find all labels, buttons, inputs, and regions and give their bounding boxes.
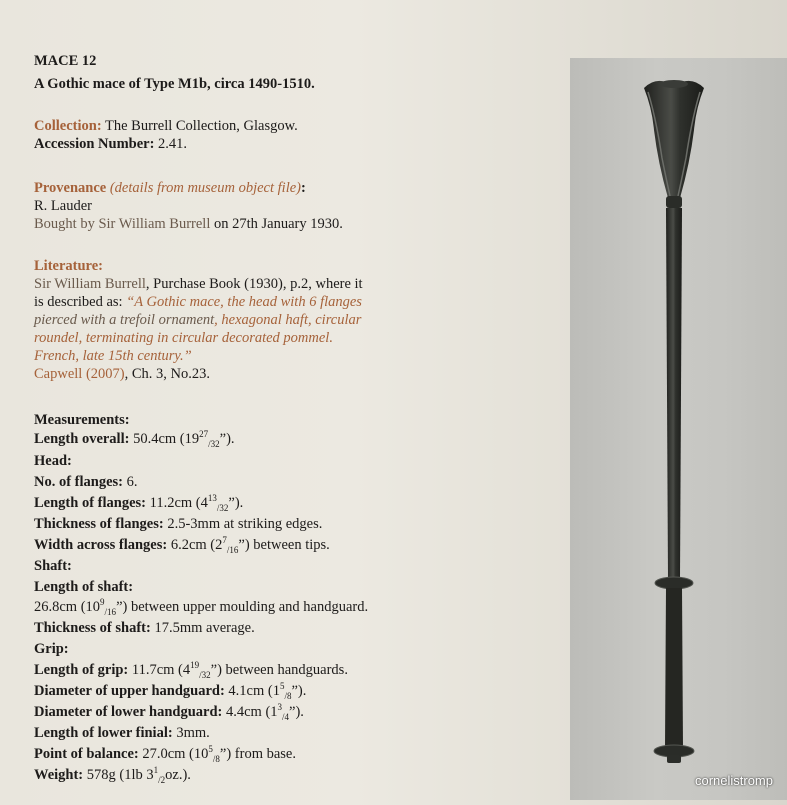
literature-line-4b: terminating in circular decorated pommel. [85, 330, 333, 346]
balance-label: Point of balance: [34, 746, 139, 762]
flanges-width-end: ”) between tips. [238, 537, 330, 553]
collection-line [34, 117, 298, 135]
literature-line-1 [34, 275, 363, 293]
accession-line [34, 135, 187, 153]
provenance-line-2b: on 27th January 1930. [210, 216, 343, 232]
balance-line [34, 745, 296, 763]
grip-length-sub: /32 [199, 669, 211, 680]
shaft-length-end: ”) between upper moulding and handguard. [116, 599, 369, 615]
lower-handguard-line [34, 703, 304, 721]
shaft-heading: Shaft: [34, 558, 72, 574]
literature-line-3a: pierced with a trefoil ornament [34, 312, 215, 328]
flanges-width-value: 6.2cm (2 [167, 537, 223, 553]
flanges-thickness-line [34, 515, 322, 533]
lower-handguard-value: 4.4cm (1 [222, 704, 278, 720]
grip-length-value: 11.7cm (4 [128, 662, 191, 678]
shaft-length-sub: /16 [104, 606, 117, 617]
mace-lower-finial [667, 755, 681, 763]
weight-value: 578g (1lb 3 [83, 767, 154, 783]
lower-handguard-label: Diameter of lower handguard: [34, 704, 223, 720]
weight-label: Weight: [34, 767, 84, 783]
balance-value: 27.0cm (10 [138, 746, 209, 762]
literature-line-1a: Sir William Burrell [34, 276, 146, 292]
provenance-line-1: R. Lauder [34, 198, 92, 214]
accession-value: 2.41. [154, 136, 188, 152]
literature-line-2b: “A Gothic mace, the head with 6 flanges [126, 294, 362, 310]
lower-finial-value: 3mm. [172, 725, 210, 741]
flanges-thickness-value: 2.5-3mm at striking edges. [163, 516, 323, 532]
provenance-heading [34, 179, 306, 197]
flanges-thickness-label: Thickness of flanges: [34, 516, 164, 532]
lower-handguard-sup: 3 [277, 702, 283, 713]
provenance-colon: : [301, 180, 306, 196]
balance-end: ”) from base. [219, 746, 296, 762]
weight-sub: /2 [158, 774, 166, 785]
mace-illustration [570, 58, 787, 800]
upper-handguard-sub: /8 [284, 690, 292, 701]
mace-upper-moulding [666, 196, 682, 208]
upper-handguard-label: Diameter of upper handguard: [34, 683, 225, 699]
balance-sub: /8 [212, 753, 220, 764]
flanges-length-label: Length of flanges: [34, 495, 146, 511]
flanges-width-sup: 7 [222, 535, 227, 546]
head-heading: Head: [34, 453, 72, 469]
flanges-length-line [34, 494, 243, 512]
balance-sup: 5 [208, 744, 213, 755]
literature-line-6b: , Ch. 3, No.23. [124, 366, 211, 382]
shaft-thickness-line [34, 619, 255, 637]
length-overall-line [34, 430, 235, 448]
literature-line-4 [34, 329, 333, 347]
length-overall-value: 50.4cm (19 [129, 431, 200, 447]
grip-length-end: ”) between handguards. [210, 662, 348, 678]
flanges-length-sub: /32 [216, 502, 229, 513]
watermark-text: cornelistromp [694, 773, 773, 788]
flanges-length-sup: 13 [207, 493, 217, 504]
grip-length-label: Length of grip: [34, 662, 129, 678]
mace-upper-handguard [655, 577, 693, 589]
flanges-length-value: 11.2cm (4 [145, 495, 208, 511]
mace-top-cap [660, 80, 688, 88]
provenance-line-2a: Bought by Sir William Burrell [34, 216, 211, 232]
shaft-length-sup: 9 [100, 597, 105, 608]
upper-handguard-line [34, 682, 306, 700]
literature-line-3b: , hexagonal haft, circular [214, 312, 362, 328]
flanges-width-line [34, 536, 330, 554]
shaft-length-value: 26.8cm (10 [34, 599, 101, 615]
upper-handguard-end: ”). [291, 683, 307, 699]
literature-line-4a: roundel, [34, 330, 86, 346]
literature-line-5b: .” [180, 348, 192, 364]
lower-finial-line [34, 724, 210, 742]
provenance-line-2 [34, 215, 343, 233]
collection-value: The Burrell Collection, Glasgow. [101, 118, 298, 134]
document-title: MACE 12 [34, 53, 97, 69]
length-overall-label: Length overall: [34, 431, 130, 447]
length-overall-end: ”). [219, 431, 235, 447]
literature-line-2a: is described as: [34, 294, 127, 310]
lower-finial-label: Length of lower finial: [34, 725, 173, 741]
literature-line-1b: , Purchase Book (1930), p.2, where it [145, 276, 363, 292]
weight-end: oz.). [165, 767, 191, 783]
provenance-label: Provenance [34, 180, 107, 196]
shaft-thickness-label: Thickness of shaft: [34, 620, 151, 636]
flanges-no-value: 6. [123, 474, 138, 490]
lower-handguard-end: ”). [289, 704, 304, 720]
weight-line [34, 766, 191, 784]
mace-shaft [666, 208, 682, 578]
literature-line-6a: Capwell (2007) [34, 366, 125, 382]
upper-handguard-sup: 5 [279, 681, 285, 692]
literature-line-5 [34, 347, 192, 365]
upper-handguard-value: 4.1cm (1 [224, 683, 280, 699]
literature-line-6 [34, 365, 210, 383]
flanges-length-end: ”). [228, 495, 244, 511]
literature-line-5a: French, late 15th century [34, 348, 181, 364]
literature-line-2 [34, 293, 362, 311]
grip-length-line [34, 661, 348, 679]
flanges-no-line [34, 473, 138, 491]
length-overall-sub: /32 [208, 438, 220, 449]
literature-line-3 [34, 311, 361, 329]
document-subtitle: A Gothic mace of Type M1b, circa 1490-1510. [34, 76, 315, 92]
flanges-no-label: No. of flanges: [34, 474, 124, 490]
grip-length-sup: 19 [190, 660, 200, 671]
flanges-width-label: Width across flanges: [34, 537, 168, 553]
collection-label: Collection: [34, 118, 102, 134]
mace-head [644, 81, 704, 198]
measurements-heading: Measurements: [34, 412, 130, 428]
shaft-thickness-value: 17.5mm average. [150, 620, 255, 636]
mace-grip [665, 588, 683, 748]
grip-heading: Grip: [34, 641, 69, 657]
length-overall-sup: 27 [199, 429, 209, 440]
lower-handguard-sub: /4 [282, 711, 290, 722]
mace-photograph [570, 58, 787, 800]
weight-sup: 1 [153, 765, 159, 776]
accession-label: Accession Number: [34, 136, 155, 152]
literature-label: Literature: [34, 258, 103, 274]
shaft-length-label: Length of shaft: [34, 579, 134, 595]
flanges-width-sub: /16 [226, 544, 239, 555]
shaft-length-value-line [34, 598, 368, 616]
provenance-note: (details from museum object file) [106, 180, 301, 196]
